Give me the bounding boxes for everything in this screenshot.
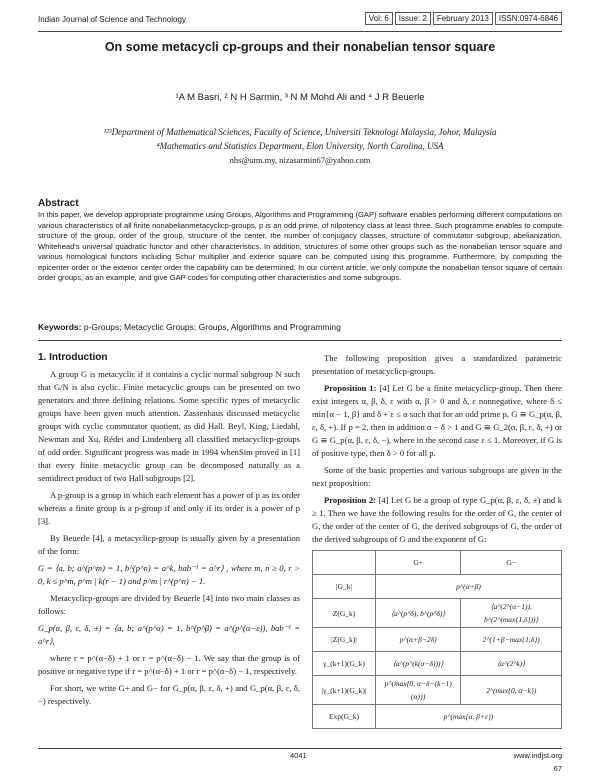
table-row bbox=[313, 599, 562, 628]
right-paragraph-1: The following proposition gives a standardized parametric presentation of metacyclicp-groups. bbox=[312, 353, 562, 376]
table-corner bbox=[313, 551, 376, 575]
author-emails: nhs@utm.my, nizasarmin67@yahoo.com bbox=[229, 155, 371, 165]
issue-meta bbox=[363, 12, 562, 25]
footer-page-center: 4041 bbox=[290, 751, 307, 760]
table-row bbox=[313, 705, 562, 729]
table-cell: p^(max{α, β+ε}) bbox=[376, 705, 562, 729]
table-cell: p^(α+β−2δ) bbox=[376, 628, 461, 652]
row-label: |G_k| bbox=[313, 575, 376, 599]
table-cell: ⟨a^(2^(α−1)), b^(2^(max{1,δ}))⟩ bbox=[461, 599, 562, 628]
issn: ISSN:0974-6846 bbox=[495, 12, 562, 25]
column-header-minus: G− bbox=[461, 551, 562, 575]
row-label: Exp(G_k) bbox=[313, 705, 376, 729]
table-cell: p^(α+β) bbox=[376, 575, 562, 599]
table-cell: 2^(max{0, α−k}) bbox=[461, 676, 562, 705]
date: February 2013 bbox=[433, 12, 493, 25]
affiliation-1: ¹²³Department of Mathematical Sciences, Faculty of Science, Universiti Teknologi Malaysia, Johor, Malaysia bbox=[103, 127, 497, 137]
proposition-2 bbox=[312, 494, 562, 546]
table-row bbox=[313, 676, 562, 705]
issue: Issue: 2 bbox=[395, 12, 431, 25]
table-row bbox=[313, 575, 562, 599]
left-column bbox=[38, 368, 300, 712]
affiliation-2: ⁴Mathematics and Statistics Department, Elon University, North Carolina, USA bbox=[156, 141, 444, 151]
properties-table bbox=[312, 550, 562, 729]
keywords-rule bbox=[38, 340, 562, 341]
table-header-row bbox=[313, 551, 562, 575]
table-cell: 2^(1+β−max{1,δ}) bbox=[461, 628, 562, 652]
keywords-label: Keywords: bbox=[38, 322, 82, 332]
authors: ¹A M Basri, ² N H Sarmin, ³ N M Mohd Ali and ⁴ J R Beuerle bbox=[175, 92, 425, 103]
proposition-2-text: [4] Let G be a group of type G_p(α, β, ε, δ, ±) and k ≥ 1. Then we have the following results for the order of G, the center of G, the order of the center of G, the derived subgroups of G, the order of the derived subgroups of G and the exponent of G: bbox=[312, 495, 563, 544]
row-label: γ_(k+1)(G_k) bbox=[313, 652, 376, 676]
table-cell: ⟨a^(2^k)⟩ bbox=[461, 652, 562, 676]
row-label: |γ_(k+1)(G_k)| bbox=[313, 676, 376, 705]
table-cell: p^(max{0, α−δ−(k−1)(α)}) bbox=[376, 676, 461, 705]
footer-url: www.indjst.org bbox=[513, 751, 562, 760]
intro-paragraph-6: For short, we write G+ and G− for G_p(α, β, ε, δ, +) and G_p(α, β, ε, δ, −) respectively. bbox=[38, 683, 300, 706]
proposition-1 bbox=[312, 382, 562, 460]
table-cell: ⟨a^(p^δ), b^(p^δ)⟩ bbox=[376, 599, 461, 628]
table-cell: ⟨a^(p^(k(α−δ)))⟩ bbox=[376, 652, 461, 676]
abstract-heading: Abstract bbox=[38, 198, 79, 209]
proposition-1-label: Proposition 1: bbox=[324, 383, 377, 393]
proposition-1-text: [4] Let G be a finite metacyclicp-group. Then there exist integers α, β, δ, ε with α, β > 0 and δ, ε nonnegative, where δ ≤ min{α − 1, β} and δ + ε ≤ α such that for an odd prime p, G ≅ G_p(α, β, ε, δ, +). If p = 2, then in addition α − δ > 1 and G ≅ G_2(α, β, ε, δ, +) or G ≅ G_p(α, β, ε, δ, −), where in the second case ε ≤ 1. Moreover, if G is of positive type, then δ > 0 for all p. bbox=[312, 383, 562, 458]
intro-paragraph-3: By Beuerle [4], a metacyclicp-group is usually given by a presentation of the form: bbox=[38, 533, 300, 556]
intro-paragraph-4: Metacyclicp-groups are divided by Beuerle [4] into two main classes as follows: bbox=[38, 593, 300, 616]
journal-name: Indian Journal of Science and Technology bbox=[38, 15, 186, 24]
equation-classes: G_p(α, β, ε, δ, ±) = ⟨a, b; a^(p^α) = 1, b^(p^β) = a^(p^(α−ε)), bab⁻¹ = a^r⟩, bbox=[38, 623, 300, 646]
keywords-text: p-Groups; Metacyclic Groups; Groups, Algorithms and Programming bbox=[83, 322, 341, 332]
volume: Vol: 6 bbox=[365, 12, 393, 25]
table-row bbox=[313, 652, 562, 676]
proposition-2-label: Proposition 2: bbox=[324, 495, 376, 505]
intro-paragraph-2: A p-group is a group in which each element has a power of p as its order whereas a finite group is a p-group if and only if its order is a power of p [3]. bbox=[38, 490, 300, 526]
abstract-text: In this paper, we develop appropriate programme using Groups, Algorithms and Programming (GAP) software enables performing different computations on various characteristics of all finite nonabelianmetacyclicp-groups, p is an odd prime, of nilpotency class at least three. Such programme enables to compute structure of the group, order of the group, structure of the center, the number of conjugacy classes, structure of commutator subgroup, abelianization, Whitehead's universal quadratic functor and other characteristics. In addition, structures of some other groups such as the nonabelian tensor square and various homological functors including Schur multiplier and exterior square can be computed using this programme. Furthermore, by computing the epicenter order or the exterior center order the capability can be determined. In our current article, we only compute the nonabelian tensor square of certain order groups, as an example, and give GAP codes for computing other characteristics and some subgroups. bbox=[38, 210, 562, 282]
equation-presentation: G = ⟨a, b; a^(p^m) = 1, b^(p^n) = a^k, bab⁻¹ = a^r⟩ , where m, n ≥ 0, r > 0, k ≤ p^m, p^m | k(r − 1) and p^m | r^(p^n) − 1. bbox=[38, 563, 300, 586]
right-paragraph-2: Some of the basic properties and various subgroups are given in the next proposition: bbox=[312, 465, 562, 488]
column-header-plus: G+ bbox=[376, 551, 461, 575]
footer-rule bbox=[38, 748, 562, 749]
intro-paragraph-5: where r = p^(α−δ) + 1 or r = p^(α−δ) − 1. We say that the group is of positive or negative type if r = p^(α−δ) + 1 or r = p^(α−δ) − 1, respectively. bbox=[38, 653, 300, 676]
right-column bbox=[312, 352, 562, 729]
intro-paragraph-1: A group G is metacyclic if it contains a cyclic normal subgroup N such that G/N is also cyclic. Finite metacyclic groups can be presented on two generators and three defining relations. Some specific types of metacyclic groups have been given much attention. Zassenhaus discussed metacyclic groups with cyclic commutator quotient, as did Hall. Beyl, King, Liedahl, Newman and Xu, Rédei and Lindenberg all classified metacyclicp-groups of odd order. Significant progress was made in 1994 whenSim proved in [1] that every finite metacyclic group can be decomposed naturally as a semidirect product of two Hall subgroups [2]. bbox=[38, 369, 300, 483]
section-heading-introduction: 1. Introduction bbox=[38, 352, 108, 363]
table-row bbox=[313, 628, 562, 652]
header-rule bbox=[38, 31, 562, 32]
paper-title: On some metacycli cp-groups and their nonabelian tensor square bbox=[104, 40, 496, 54]
row-label: |Z(G_k)| bbox=[313, 628, 376, 652]
row-label: Z(G_k) bbox=[313, 599, 376, 628]
footer-page-number: 67 bbox=[553, 764, 562, 773]
running-header bbox=[38, 12, 562, 29]
keywords bbox=[38, 322, 562, 332]
